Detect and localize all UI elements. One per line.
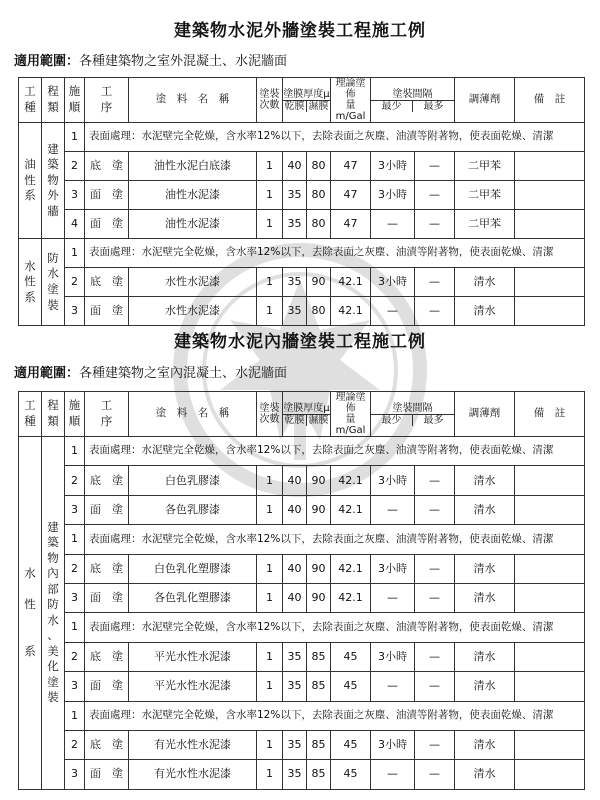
header-thinner: 調薄劑 (455, 392, 515, 437)
paint-name: 白色乳膠漆 (129, 466, 257, 495)
coats: 1 (257, 297, 283, 326)
kind-cell: 建 築 物 外 牆 (42, 123, 65, 239)
header-shixu: 施 順 (65, 78, 85, 123)
spread-rate: 45 (331, 672, 371, 701)
step-number: 3 (65, 672, 85, 701)
wet-film: 90 (307, 268, 331, 297)
surface-prep-cell (85, 525, 585, 554)
header-paint-name: 塗 料 名 稱 (129, 78, 257, 123)
interval-max: — (415, 583, 455, 612)
interval-max: — (415, 466, 455, 495)
step-label: 面 塗 (85, 181, 129, 210)
coats: 1 (257, 268, 283, 297)
thinner: 清水 (455, 297, 515, 326)
step-label: 表面處理： (89, 708, 142, 721)
dry-film: 35 (283, 297, 307, 326)
interval-min: — (371, 210, 415, 239)
table-row (19, 181, 585, 210)
coats: 1 (257, 730, 283, 759)
thinner: 清水 (455, 466, 515, 495)
interval-max: — (415, 642, 455, 671)
dry-film: 35 (283, 181, 307, 210)
thinner: 二甲苯 (455, 181, 515, 210)
paint-name: 白色乳化塑膠漆 (129, 554, 257, 583)
step-number: 3 (65, 495, 85, 524)
remarks (515, 152, 585, 181)
interval-max: — (415, 268, 455, 297)
interior-scope (14, 362, 287, 381)
step-number: 2 (65, 642, 85, 671)
table-row (19, 525, 585, 554)
table-row (19, 642, 585, 671)
dry-film: 40 (283, 583, 307, 612)
wet-film: 80 (307, 210, 331, 239)
interval-min: — (371, 495, 415, 524)
table-row (19, 268, 585, 297)
header-interval: 塗裝間隔 最少 最多 (371, 78, 455, 123)
interior-scope-text: 各種建築物之室內混凝土、水泥牆面 (79, 366, 288, 381)
exterior-header-row (19, 78, 585, 123)
interval-max: — (415, 760, 455, 789)
dry-film: 40 (283, 466, 307, 495)
interior-title: 建築物水泥內牆塗裝工程施工例 (174, 332, 426, 352)
wet-film: 80 (307, 181, 331, 210)
coats: 1 (257, 466, 283, 495)
table-row (19, 554, 585, 583)
step-number: 2 (65, 730, 85, 759)
interval-min: 3小時 (371, 554, 415, 583)
table-row (19, 437, 585, 466)
wet-film: 85 (307, 730, 331, 759)
step-description: 水泥壁完全乾燥，含水率12%以下，去除表面之灰塵、油漬等附著物，使表面乾燥、清潔 (141, 246, 554, 259)
header-remarks: 備 註 (515, 392, 585, 437)
step-number: 3 (65, 583, 85, 612)
table-row (19, 152, 585, 181)
interval-max: — (415, 554, 455, 583)
kind-cell: 防 水 塗 裝 (42, 239, 65, 326)
header-paint-name: 塗 料 名 稱 (129, 392, 257, 437)
thinner: 二甲苯 (455, 210, 515, 239)
wet-film: 90 (307, 554, 331, 583)
table-row (19, 672, 585, 701)
exterior-scope-label: 適用範圍： (14, 54, 80, 69)
interior-scope-label: 適用範圍： (14, 366, 80, 381)
remarks (515, 730, 585, 759)
paint-name: 水性水泥漆 (129, 268, 257, 297)
header-interval: 塗裝間隔 最少 最多 (371, 392, 455, 437)
paint-name: 平光水性水泥漆 (129, 672, 257, 701)
paint-name: 各色乳膠漆 (129, 495, 257, 524)
dry-film: 40 (283, 554, 307, 583)
thinner: 清水 (455, 268, 515, 297)
interval-min: 3小時 (371, 466, 415, 495)
header-gongzhong: 工 種 (19, 392, 42, 437)
header-thickness: 塗膜厚度μ 乾膜 濕膜 (283, 392, 331, 437)
surface-prep-cell (85, 437, 585, 466)
step-number: 2 (65, 554, 85, 583)
type-cell: 油 性 系 (19, 123, 42, 239)
wet-film: 90 (307, 583, 331, 612)
thinner: 清水 (455, 642, 515, 671)
dry-film: 35 (283, 760, 307, 789)
wet-film: 85 (307, 672, 331, 701)
step-number: 1 (65, 437, 85, 466)
step-label: 表面處理： (89, 444, 142, 457)
step-number: 1 (65, 613, 85, 642)
interval-min: 3小時 (371, 730, 415, 759)
interval-min: 3小時 (371, 152, 415, 181)
step-label: 底 塗 (85, 642, 129, 671)
step-description: 水泥壁完全乾燥，含水率12%以下，去除表面之灰塵、油漬等附著物，使表面乾燥、清潔 (141, 444, 554, 457)
step-label: 面 塗 (85, 495, 129, 524)
coats: 1 (257, 554, 283, 583)
dry-film: 35 (283, 268, 307, 297)
header-coats: 塗裝 次數 (257, 392, 283, 437)
wet-film: 90 (307, 495, 331, 524)
step-label: 面 塗 (85, 760, 129, 789)
coats: 1 (257, 583, 283, 612)
header-rate: 理論塗佈 量 m/Gal (331, 392, 371, 437)
paint-name: 油性水泥漆 (129, 181, 257, 210)
table-row (19, 583, 585, 612)
step-label: 面 塗 (85, 210, 129, 239)
header-chengsheng: 程 類 (42, 78, 65, 123)
wet-film: 85 (307, 642, 331, 671)
dry-film: 35 (283, 730, 307, 759)
paint-name: 油性水泥白底漆 (129, 152, 257, 181)
spread-rate: 42.1 (331, 495, 371, 524)
step-label: 底 塗 (85, 730, 129, 759)
remarks (515, 466, 585, 495)
remarks (515, 642, 585, 671)
paint-name: 平光水性水泥漆 (129, 642, 257, 671)
spread-rate: 47 (331, 152, 371, 181)
header-shixu: 施 順 (65, 392, 85, 437)
step-number: 3 (65, 181, 85, 210)
interval-max: — (415, 181, 455, 210)
table-row (19, 495, 585, 524)
step-label: 表面處理： (89, 620, 142, 633)
table-row (19, 760, 585, 789)
thinner: 二甲苯 (455, 152, 515, 181)
spread-rate: 42.1 (331, 268, 371, 297)
step-number: 1 (65, 701, 85, 730)
exterior-title: 建築物水泥外牆塗裝工程施工例 (174, 21, 426, 41)
coats: 1 (257, 760, 283, 789)
wet-film: 80 (307, 297, 331, 326)
remarks (515, 181, 585, 210)
paint-name: 油性水泥漆 (129, 210, 257, 239)
coats: 1 (257, 642, 283, 671)
coats: 1 (257, 672, 283, 701)
thinner: 清水 (455, 760, 515, 789)
step-number: 2 (65, 152, 85, 181)
type-cell: 水 性 系 (19, 437, 42, 790)
remarks (515, 760, 585, 789)
remarks (515, 583, 585, 612)
dry-film: 40 (283, 495, 307, 524)
thinner: 清水 (455, 495, 515, 524)
step-label: 面 塗 (85, 583, 129, 612)
coats: 1 (257, 210, 283, 239)
table-row (19, 613, 585, 642)
remarks (515, 268, 585, 297)
interval-max: — (415, 297, 455, 326)
spread-rate: 45 (331, 730, 371, 759)
step-number: 2 (65, 268, 85, 297)
remarks (515, 495, 585, 524)
header-gongzhong: 工 種 (19, 78, 42, 123)
exterior-table (18, 77, 585, 326)
spread-rate: 47 (331, 181, 371, 210)
spread-rate: 45 (331, 760, 371, 789)
step-description: 水泥壁完全乾燥，含水率12%以下，去除表面之灰塵、油漬等附著物，使表面乾燥、清潔 (141, 532, 554, 545)
step-label: 底 塗 (85, 554, 129, 583)
step-label: 表面處理： (89, 130, 142, 143)
dry-film: 35 (283, 210, 307, 239)
thinner: 清水 (455, 730, 515, 759)
step-label: 底 塗 (85, 152, 129, 181)
table-row (19, 466, 585, 495)
spread-rate: 42.1 (331, 554, 371, 583)
wet-film: 85 (307, 760, 331, 789)
paint-name: 水性水泥漆 (129, 297, 257, 326)
interval-max: — (415, 672, 455, 701)
header-chengsheng: 程 類 (42, 392, 65, 437)
step-description: 水泥壁完全乾燥，含水率12%以下，去除表面之灰塵、油漬等附著物，使表面乾燥、清潔 (141, 620, 554, 633)
exterior-scope (14, 50, 287, 69)
dry-film: 40 (283, 152, 307, 181)
paint-name: 有光水性水泥漆 (129, 760, 257, 789)
step-label: 表面處理： (89, 532, 142, 545)
type-cell: 水 性 系 (19, 239, 42, 326)
coats: 1 (257, 152, 283, 181)
thinner: 清水 (455, 554, 515, 583)
header-coats: 塗裝 次數 (257, 78, 283, 123)
step-label: 底 塗 (85, 268, 129, 297)
step-description: 水泥壁完全乾燥，含水率12%以下，去除表面之灰塵、油漬等附著物，使表面乾燥、清潔 (141, 708, 554, 721)
step-label: 底 塗 (85, 466, 129, 495)
remarks (515, 297, 585, 326)
surface-prep-cell (85, 123, 585, 152)
paint-name: 各色乳化塑膠漆 (129, 583, 257, 612)
header-thickness: 塗膜厚度μ 乾膜 濕膜 (283, 78, 331, 123)
interval-min: — (371, 583, 415, 612)
interval-min: — (371, 297, 415, 326)
interval-min: — (371, 760, 415, 789)
exterior-scope-text: 各種建築物之室外混凝土、水泥牆面 (79, 54, 288, 69)
surface-prep-cell (85, 701, 585, 730)
step-number: 1 (65, 239, 85, 268)
paint-name: 有光水性水泥漆 (129, 730, 257, 759)
step-number: 3 (65, 297, 85, 326)
table-row (19, 239, 585, 268)
interval-min: — (371, 672, 415, 701)
dry-film: 35 (283, 672, 307, 701)
header-gongxu: 工 序 (85, 392, 129, 437)
step-label: 面 塗 (85, 672, 129, 701)
step-description: 水泥壁完全乾燥，含水率12%以下，去除表面之灰塵、油漬等附著物，使表面乾燥、清潔 (141, 130, 554, 143)
spread-rate: 42.1 (331, 583, 371, 612)
thinner: 清水 (455, 583, 515, 612)
interval-max: — (415, 495, 455, 524)
table-row (19, 730, 585, 759)
surface-prep-cell (85, 239, 585, 268)
surface-prep-cell (85, 613, 585, 642)
dry-film: 35 (283, 642, 307, 671)
coats: 1 (257, 181, 283, 210)
step-label: 表面處理： (89, 246, 142, 259)
step-label: 面 塗 (85, 297, 129, 326)
spread-rate: 47 (331, 210, 371, 239)
thinner: 清水 (455, 672, 515, 701)
step-number: 1 (65, 525, 85, 554)
table-row (19, 123, 585, 152)
header-thinner: 調薄劑 (455, 78, 515, 123)
remarks (515, 554, 585, 583)
spread-rate: 42.1 (331, 297, 371, 326)
kind-cell: 建 築 物 內 部 防 水 、 美 化 塗 裝 (42, 437, 65, 790)
interval-min: 3小時 (371, 268, 415, 297)
interval-max: — (415, 152, 455, 181)
wet-film: 90 (307, 466, 331, 495)
spread-rate: 42.1 (331, 466, 371, 495)
remarks (515, 672, 585, 701)
interval-min: 3小時 (371, 181, 415, 210)
table-row (19, 210, 585, 239)
interior-table (18, 391, 585, 790)
step-number: 1 (65, 123, 85, 152)
header-gongxu: 工 序 (85, 78, 129, 123)
interior-header-row (19, 392, 585, 437)
step-number: 4 (65, 210, 85, 239)
wet-film: 80 (307, 152, 331, 181)
table-row (19, 701, 585, 730)
header-remarks: 備 註 (515, 78, 585, 123)
step-number: 2 (65, 466, 85, 495)
interval-max: — (415, 210, 455, 239)
spread-rate: 45 (331, 642, 371, 671)
table-row (19, 297, 585, 326)
remarks (515, 210, 585, 239)
interval-min: 3小時 (371, 642, 415, 671)
interval-max: — (415, 730, 455, 759)
step-number: 3 (65, 760, 85, 789)
header-rate: 理論塗佈 量 m/Gal (331, 78, 371, 123)
coats: 1 (257, 495, 283, 524)
